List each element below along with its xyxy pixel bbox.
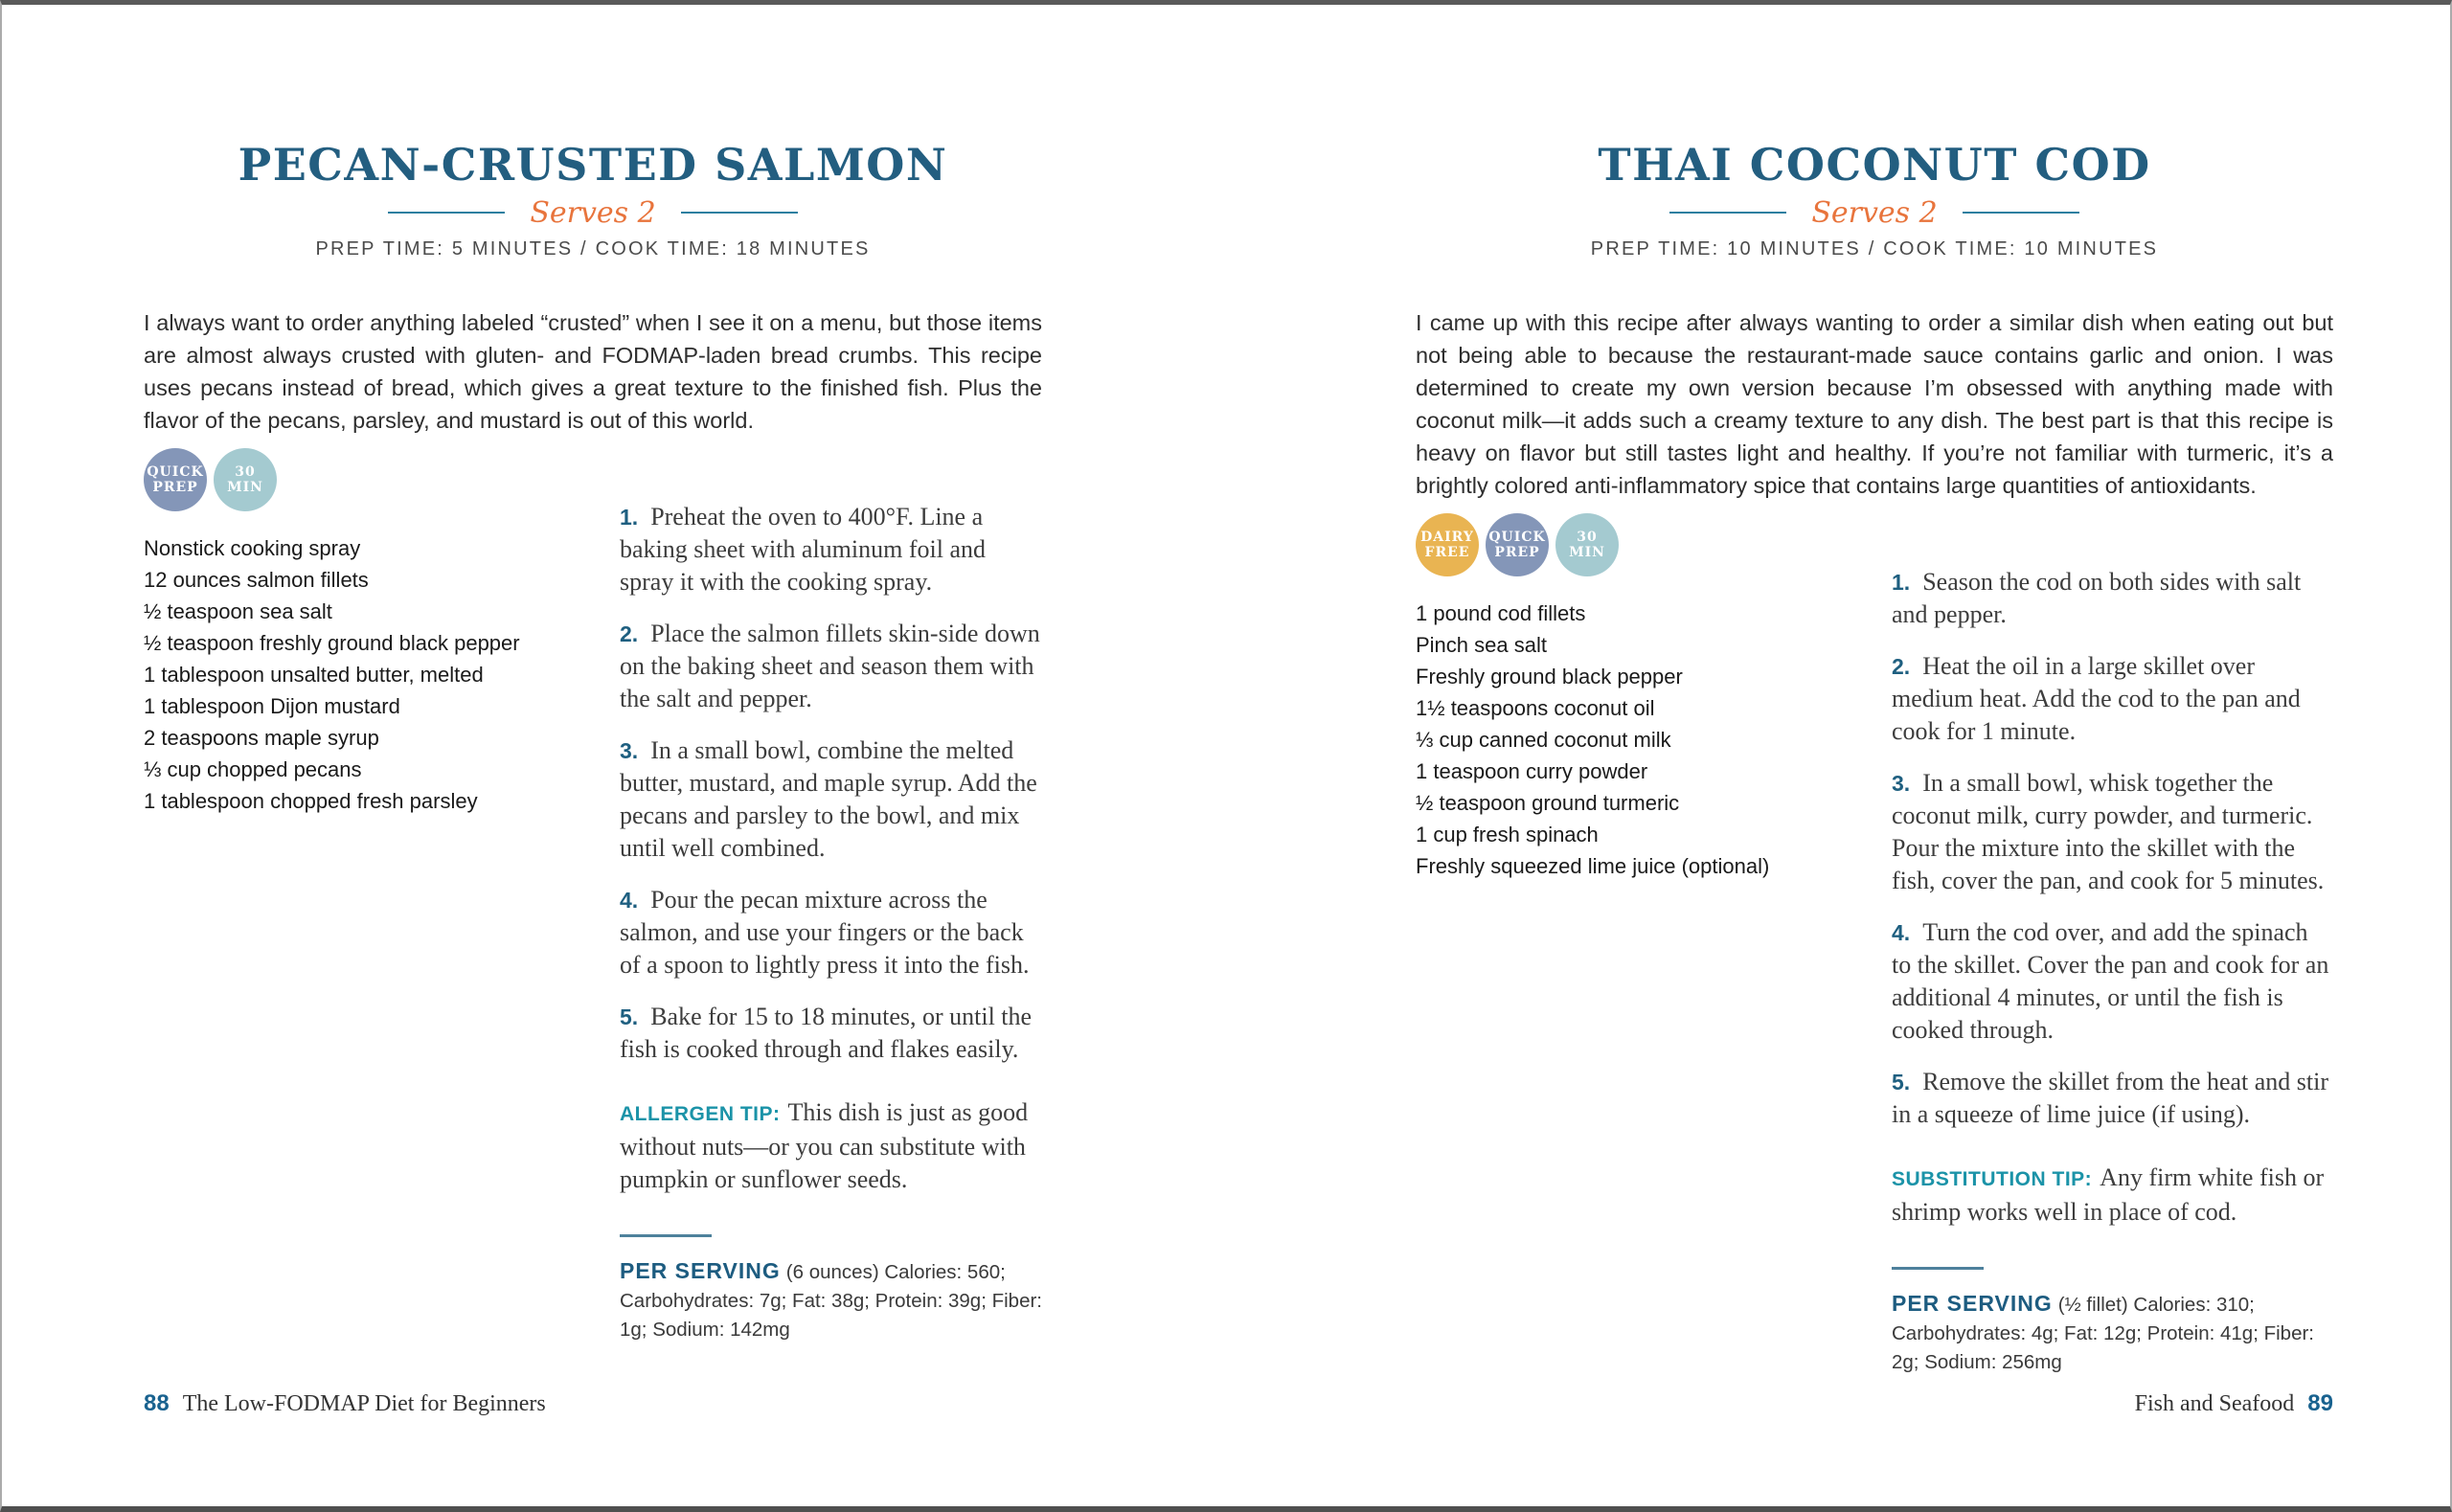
step-number: 1.	[1892, 570, 1911, 595]
badges-row	[1416, 513, 1853, 576]
prep-time: PREP TIME: 10 MINUTES / COOK TIME: 10 MINUTES	[1590, 238, 2159, 260]
step-item	[1892, 767, 2333, 897]
per-serving-rule	[620, 1234, 712, 1237]
ingredient-item: ½ teaspoon ground turmeric	[1416, 791, 1680, 815]
serves-label: Serves 2	[530, 195, 656, 230]
recipe-title: THAI COCONUT COD	[1598, 139, 2151, 191]
badge-line: FREE	[1424, 545, 1470, 560]
step-text: Turn the cod over, and add the spinach to the skillet. Cover the pan and cook for an additional 4 minutes, or until the fish is cooked through.	[1892, 918, 2329, 1044]
badge-quick-prep	[1486, 513, 1549, 576]
step-number: 2.	[1892, 654, 1911, 679]
tip-text: This dish is just as good without nuts—or you can substitute with pumpkin or sunflower seeds.	[620, 1098, 1029, 1193]
footer-right	[2135, 1390, 2333, 1417]
ingredient-item: 1 cup fresh spinach	[1416, 823, 1599, 846]
step-text: Preheat the oven to 400°F. Line a baking sheet with aluminum foil and spray it with the cooking spray.	[620, 503, 986, 596]
per-serving-label: PER SERVING	[620, 1258, 781, 1283]
badge-30-min	[1555, 513, 1619, 576]
tip	[1892, 1162, 2333, 1229]
step-text: Remove the skillet from the heat and stir in a squeeze of lime juice (if using).	[1892, 1068, 2329, 1128]
ingredients-column	[1416, 513, 1892, 1377]
step-number: 5.	[620, 1004, 639, 1029]
per-serving-text: (½ fillet) Calories: 310; Carbohydrates: 4g; Fat: 12g; Protein: 41g; Fiber: 2g; Sodium: 256mg	[1892, 1294, 2314, 1373]
step-item	[1892, 566, 2333, 631]
ingredient-item: Freshly ground black pepper	[1416, 665, 1683, 688]
footer-page-number: 88	[144, 1390, 170, 1416]
ingredient-item: 1 tablespoon Dijon mustard	[144, 694, 400, 718]
tip-label: SUBSTITUTION TIP:	[1892, 1168, 2093, 1190]
tip-text: Any firm white fish or shrimp works well in place of cod.	[1892, 1163, 2325, 1226]
step-number: 3.	[1892, 771, 1911, 796]
step-item	[1892, 916, 2333, 1047]
ingredient-item: ⅓ cup chopped pecans	[144, 757, 362, 781]
step-item	[620, 618, 1042, 715]
footer-section-title: Fish and Seafood	[2134, 1391, 2295, 1416]
badge-line: MIN	[227, 480, 263, 495]
step-text: In a small bowl, combine the melted butter, mustard, and maple syrup. Add the pecans and parsley to the bowl, and mix until well combined.	[620, 736, 1037, 862]
step-text: Place the salmon fillets skin-side down on the baking sheet and season them with the salt and pepper.	[620, 620, 1040, 712]
badge-line: MIN	[1569, 545, 1605, 560]
badge-line: 30	[235, 464, 256, 480]
step-item	[620, 734, 1042, 865]
badge-line: QUICK	[1488, 530, 1546, 545]
ingredient-item: 1 tablespoon unsalted butter, melted	[144, 663, 484, 687]
badge-line: 30	[1577, 530, 1598, 545]
per-serving-label: PER SERVING	[1892, 1291, 2053, 1316]
ingredient-item: Freshly squeezed lime juice (optional)	[1416, 854, 1770, 878]
serves-divider-left	[1669, 212, 1786, 214]
step-text: Pour the pecan mixture across the salmon, and use your fingers or the back of a spoon to lightly press it into the fish.	[620, 886, 1030, 979]
serves-row	[1416, 192, 2333, 233]
prep-time: PREP TIME: 5 MINUTES / COOK TIME: 18 MINUTES	[315, 238, 871, 260]
step-item	[620, 884, 1042, 982]
ingredient-item: 1 tablespoon chopped fresh parsley	[144, 789, 478, 813]
recipe-intro: I always want to order anything labeled “crusted” when I see it on a menu, but those items are almost always crusted with gluten- and FODMAP-laden bread crumbs. This recipe uses pecans instead of bread, which gives a great texture to the finished fish. Plus the flavor of the pecans, parsley, and mustard is out of this world.	[144, 310, 1042, 433]
step-text: Season the cod on both sides with salt and pepper.	[1892, 568, 2302, 628]
step-item	[1892, 1066, 2333, 1131]
step-item	[1892, 650, 2333, 748]
badge-dairy-free	[1416, 513, 1479, 576]
ingredients-list	[1416, 598, 1853, 882]
step-number: 4.	[620, 888, 639, 913]
serves-divider-right	[1963, 212, 2079, 214]
recipe-intro: I came up with this recipe after always wanting to order a similar dish when eating out but not being able to because the restaurant-made sauce contains garlic and onion. I was determined to create my own version because I’m obsessed with anything made with coconut milk—it adds such a creamy texture to any dish. The best part is that this recipe is heavy on flavor but still tastes light and healthy. If you’re not familiar with turmeric, it’s a brightly colored anti-inflammatory spice that contains large quantities of antioxidants.	[1416, 310, 2333, 498]
footer-left	[144, 1390, 546, 1417]
ingredient-item: 2 teaspoons maple syrup	[144, 726, 379, 750]
footer-book-title: The Low-FODMAP Diet for Beginners	[182, 1391, 546, 1416]
badge-line: PREP	[152, 480, 198, 495]
ingredients-list	[144, 532, 581, 817]
step-text: In a small bowl, whisk together the coconut milk, curry powder, and turmeric. Pour the mixture into the skillet with the fish, cover the pan, and cook for 5 minutes.	[1892, 769, 2325, 894]
serves-label: Serves 2	[1811, 195, 1938, 230]
steps-column	[1892, 513, 2333, 1377]
ingredient-item: ⅓ cup canned coconut milk	[1416, 728, 1671, 752]
per-serving-text: (6 ounces) Calories: 560; Carbohydrates: 7g; Fat: 38g; Protein: 39g; Fiber: 1g; Sodium: 142mg	[620, 1261, 1042, 1341]
badge-line: PREP	[1494, 545, 1540, 560]
recipe-body	[1416, 513, 2333, 1377]
ingredient-item: 1 teaspoon curry powder	[1416, 759, 1648, 783]
step-number: 5.	[1892, 1070, 1911, 1095]
recipe-title: PECAN-CRUSTED SALMON	[238, 139, 948, 191]
ingredient-item: 1½ teaspoons coconut oil	[1416, 696, 1655, 720]
step-text: Bake for 15 to 18 minutes, or until the fish is cooked through and flakes easily.	[620, 1003, 1033, 1063]
badge-line: QUICK	[147, 464, 204, 480]
serves-divider-right	[681, 212, 798, 214]
ingredient-item: ½ teaspoon freshly ground black pepper	[144, 631, 520, 655]
badge-quick-prep	[144, 448, 207, 511]
step-item	[620, 1001, 1042, 1066]
ingredient-item: Pinch sea salt	[1416, 633, 1547, 657]
step-item	[620, 501, 1042, 598]
serves-row	[144, 192, 1042, 233]
ingredient-item: 1 pound cod fillets	[1416, 601, 1586, 625]
ingredients-column	[144, 448, 620, 1344]
ingredient-item: 12 ounces salmon fillets	[144, 568, 369, 592]
steps-column	[620, 448, 1042, 1344]
footer-page-number: 89	[2307, 1390, 2333, 1416]
tip-label: ALLERGEN TIP:	[620, 1103, 781, 1125]
per-serving	[620, 1256, 1042, 1344]
tip	[620, 1096, 1042, 1196]
step-text: Heat the oil in a large skillet over medium heat. Add the cod to the pan and cook for 1 minute.	[1892, 652, 2301, 745]
badge-line: DAIRY	[1420, 530, 1474, 545]
per-serving-rule	[1892, 1267, 1984, 1270]
step-number: 2.	[620, 621, 639, 646]
badges-row	[144, 448, 581, 511]
page-left	[2, 5, 1226, 1506]
serves-divider-left	[388, 212, 505, 214]
per-serving	[1892, 1289, 2333, 1377]
badge-30-min	[214, 448, 277, 511]
ingredient-item: ½ teaspoon sea salt	[144, 599, 332, 623]
ingredient-item: Nonstick cooking spray	[144, 536, 361, 560]
step-number: 3.	[620, 738, 639, 763]
recipe-body	[144, 448, 1042, 1344]
page-right	[1226, 5, 2450, 1506]
step-number: 1.	[620, 505, 639, 530]
step-number: 4.	[1892, 920, 1911, 945]
